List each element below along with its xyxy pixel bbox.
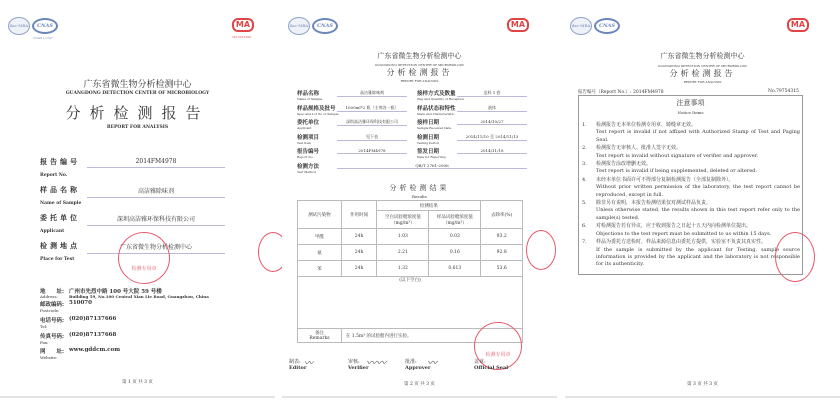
notice-cn: 除非另有说明，本报告检测结果仅对测试样品负责。	[596, 200, 712, 207]
notice-body	[596, 145, 800, 160]
notice-body	[596, 223, 800, 238]
field-value: 高洁雅除味剂	[87, 186, 225, 198]
contact-label: 地 址:	[40, 289, 65, 295]
notice-item	[582, 223, 800, 238]
contact-label: 传真号码:	[40, 334, 65, 340]
cnas-logo: CNAS	[32, 18, 58, 34]
field-label: 样品状态和特性	[417, 105, 456, 112]
contact-label: 邮政编码:	[40, 302, 65, 308]
cnas-code: CNAS L1747	[33, 36, 53, 40]
table-cell: 2.21	[377, 245, 429, 261]
approver-sign: 批准: Approver	[405, 359, 431, 371]
table-cell: 0.613	[429, 261, 481, 277]
field-label-en: Spec and Lot No of Sample	[297, 111, 339, 116]
center-name-cn: 广东省微生物分析检测中心	[377, 52, 462, 60]
ma-logo: MA	[507, 18, 529, 32]
field-label: 检测项目	[297, 134, 320, 141]
remarks-label	[298, 329, 342, 343]
field-label-en: Test Method	[297, 169, 316, 174]
table-cell: 甲醛	[298, 229, 342, 245]
contact-label-en: Fax:	[40, 340, 49, 345]
remarks-label-cn: 备注	[314, 331, 324, 336]
ilac-logo: ilac-MRA	[570, 17, 592, 35]
field-label: 检测地点	[40, 241, 80, 250]
contact-value: www.gddcm.com	[69, 347, 121, 353]
header-sample: 样品试验舱浓度值（mg/m³）	[429, 211, 481, 229]
ma-logo: MA	[232, 18, 254, 32]
table-row	[298, 245, 523, 261]
report-title: 分析检测报告	[65, 104, 210, 122]
table-cell: 1.03	[377, 229, 429, 245]
paging-seal	[775, 232, 815, 282]
report-page-2	[282, 0, 557, 398]
field-label-en: Way and Quantity of Reception	[417, 97, 465, 101]
table-cell: 53.6	[481, 261, 523, 277]
field-label-en: Name of Sample	[297, 97, 323, 101]
table-cell: 1.32	[377, 261, 429, 277]
field-value: 见下表	[337, 134, 407, 141]
report-title-en: REPORT FOR ANALYSIS	[400, 79, 439, 83]
field-label-en: Place for Test	[40, 257, 75, 262]
field-label: 委托单位	[297, 120, 320, 126]
results-table	[297, 200, 523, 343]
verifier-sign: 审核: Verifier	[348, 359, 369, 371]
contact-label-en: Address:	[40, 294, 58, 299]
contact-value: (020)87137666	[69, 316, 117, 322]
editor-sign: 制表: Editor	[289, 359, 307, 371]
field-label: 接样日期	[417, 120, 440, 126]
page-footer: 第 3 页 共 3 页	[687, 382, 718, 387]
contact-value: (020)87137668	[69, 332, 117, 338]
page-footer: 第 2 页 共 3 页	[404, 382, 435, 387]
table-cell: 92.8	[481, 245, 523, 261]
table-row	[298, 261, 523, 277]
notice-body	[596, 122, 800, 144]
table-cell: 0.03	[429, 229, 481, 245]
ilac-logo: ilac-MRA	[8, 17, 30, 35]
header-rate: 去除率(%)	[481, 201, 523, 229]
notice-number: 5.	[582, 200, 587, 207]
contact-value-en: Building 59, No.100 Central Xian Lie Road, Guangzhou, China	[69, 294, 209, 299]
field-value: QB/T 2761-2006	[337, 163, 527, 169]
field-label-en: Test Item	[297, 140, 312, 145]
contact-label-en: Tel:	[40, 324, 48, 329]
contact-value: 510070	[69, 300, 92, 306]
field-value: 2014/11/18	[457, 148, 527, 154]
field-value: 深圳高洁雅环保科技有限公司	[337, 119, 407, 126]
contact-label: 网 址:	[40, 349, 65, 355]
header-results: 检测结果	[377, 201, 481, 211]
cnas-logo: CNAS	[312, 18, 338, 34]
contact-value: 广州市先烈中路 100 号大院 59 号楼	[69, 289, 162, 295]
contact-label-en: Postcode:	[40, 308, 60, 313]
notice-body	[596, 161, 800, 176]
table-cell: 0.16	[429, 245, 481, 261]
report-title: 分析检测报告	[669, 69, 736, 78]
notice-body	[596, 200, 800, 222]
field-value: 高洁雅除味剂	[337, 90, 407, 97]
notice-en: Test report is invalid if not affixed with Authorized Stamp of Test and Paging Seal.	[596, 129, 800, 143]
report-title: 分析检测报告	[386, 68, 453, 77]
official-seal: 检测专用章	[474, 322, 522, 370]
notice-body	[596, 239, 800, 269]
notice-cn: 样品为委托方送检时，样品来源信息由委托方提供，实验室不负责其真实性。	[596, 239, 767, 246]
report-number: 报告编号（Report No.）: 2014FM4978	[578, 90, 664, 95]
notice-body	[596, 177, 800, 199]
field-value: 1000ml*2 瓶（主剂各一瓶）	[337, 105, 407, 112]
page-footer: 第 1 页 共 3 页	[122, 380, 153, 385]
verifier-signature: 〰〰	[366, 358, 386, 369]
serial-number: No.79754315	[768, 89, 799, 94]
notice-item	[582, 177, 800, 199]
notice-en: Without prior written permission of the laboratory, the test report cannot be reproduced, except in full.	[596, 184, 800, 198]
ma-code: 2013191300	[232, 35, 252, 39]
notice-number: 6.	[582, 223, 587, 230]
header-blank: 空白试验舱浓度值（mg/m³）	[377, 211, 429, 229]
table-cell: 24h	[341, 229, 376, 245]
field-label: 接样方式及数量	[417, 91, 456, 97]
notice-cn: 未经本单位书面许可不得部分复制检测报告（全部复制除外）。	[596, 176, 734, 183]
notice-item	[582, 200, 800, 222]
end-note: (以下空白)	[298, 277, 523, 329]
remarks-label-en: Remarks	[309, 336, 330, 341]
header-pollutant: 测试污染物	[298, 201, 342, 229]
center-name-cn: 广东省微生物分析检测中心	[83, 80, 192, 90]
notice-item	[582, 122, 800, 144]
field-label-en: Sample Received Date	[417, 126, 452, 130]
notice-en: Unless otherwise stated, the results shown in this test report refer only to the sample(s) tested.	[596, 207, 800, 221]
field-label-en: Name of Sample	[40, 201, 82, 206]
notice-item	[582, 239, 800, 269]
field-value: 送样 1 套	[457, 90, 527, 97]
table-cell: 93.2	[481, 229, 523, 245]
report-title-en: REPORT FOR ANALYSIS	[106, 125, 169, 130]
notice-en: Test report is invalid if being supplemented, deleted or altered.	[596, 168, 757, 175]
field-label: 样品名称	[40, 185, 80, 194]
field-value: 液体	[457, 105, 527, 112]
center-name-en: GUANGDONG DETECTION CENTER OF MICROBIOLOGY	[374, 63, 465, 67]
center-name-en: GUANGDONG DETECTION CENTER OF MICROBIOLOGY	[657, 64, 748, 68]
field-value: 广东省微生物分析检测中心	[87, 242, 225, 254]
field-value: 2014FM4978	[337, 148, 407, 154]
editor-signature: 〰	[304, 359, 314, 369]
notice-en: Test report is invalid without signature of verifier and approver.	[596, 152, 759, 159]
official-seal: 检测专用章	[118, 232, 170, 284]
center-name-en: GUANGDONG DETECTION CENTER OF MICROBIOLOGY	[65, 91, 210, 96]
field-value: 2014/11/10 至 2014/11/13	[457, 134, 527, 141]
field-label-en: Report No.	[40, 173, 68, 178]
table-cell: 24h	[341, 261, 376, 277]
table-cell: 24h	[341, 245, 376, 261]
notice-number: 3.	[582, 161, 587, 168]
field-label-en: Date for Reporting	[417, 155, 446, 159]
notice-cn: 检测报告无本单位检测专用章、骑缝章无效。	[596, 122, 697, 128]
field-label: 报告编号	[40, 157, 80, 166]
center-name-cn: 广东省微生物分析检测中心	[660, 52, 745, 60]
field-label: 签发日期	[417, 149, 440, 155]
notice-title-en: Notice Items	[677, 110, 704, 115]
field-label: 检测方法	[297, 163, 320, 170]
field-value: 深圳高洁雅环保科技有限公司	[87, 214, 225, 226]
table-row	[298, 229, 523, 245]
results-title: 分析检测结果	[389, 184, 450, 192]
notice-en: If the sample is submitted by the applicant for Testing, sample source information is provided by the applicant and the laboratory is not responsible for its authenticity.	[596, 246, 800, 268]
notice-en: Objections to the test report must be submitted to us within 15 days.	[596, 230, 772, 237]
field-label: 委托单位	[40, 213, 80, 222]
field-label-en: Applicant	[297, 126, 312, 130]
seal-sign: 盖章: Official Seal	[474, 359, 509, 371]
contact-label-en: Website:	[40, 355, 58, 360]
notice-cn: 检测报告涂改增删无效。	[596, 161, 652, 168]
approver-signature: 〰	[427, 358, 437, 369]
field-value: 2014FM4978	[87, 158, 225, 168]
notice-item	[582, 161, 800, 176]
remarks-text: 在 1.5m³ 的试验舱内进行实验。	[341, 329, 522, 343]
notice-cn: 检测报告无审核人、批准人签字无效。	[596, 145, 682, 152]
ma-logo: MA	[787, 18, 809, 32]
report-title-en: REPORT FOR ANALYSIS	[683, 80, 722, 84]
field-label-en: Applicant	[40, 229, 65, 234]
notice-number: 4.	[582, 176, 587, 183]
field-label: 报告编号	[297, 149, 320, 155]
field-label: 样品规格及批号	[297, 105, 336, 112]
paging-seal	[526, 230, 556, 270]
report-page-3	[565, 0, 840, 398]
report-page-1	[0, 0, 275, 398]
notice-item	[582, 145, 800, 160]
field-label-en: Testing Period	[417, 140, 439, 145]
cnas-logo: CNAS	[594, 18, 620, 34]
contact-label: 电话号码:	[40, 318, 65, 324]
notice-number: 2.	[582, 145, 587, 152]
header-time: 作用时间	[341, 201, 376, 229]
field-label: 检测日期	[417, 134, 440, 141]
notice-title: 注意事项	[676, 99, 705, 107]
notice-cn: 对检测报告若有异议，应于收到报告之日起十五天内向检测单位提出。	[596, 223, 752, 230]
table-cell: 氨	[298, 245, 342, 261]
field-value: 2014/10/27	[457, 119, 527, 125]
field-label: 样品名称	[297, 91, 320, 97]
table-cell: 苯	[298, 261, 342, 277]
ilac-logo: ilac-MRA	[288, 17, 310, 35]
results-title-en: Results	[412, 194, 427, 199]
field-label-en: Report No.	[297, 155, 314, 159]
notice-number: 1.	[582, 122, 587, 128]
field-label-en: State and Characteristic	[417, 111, 455, 116]
notice-number: 7.	[582, 239, 587, 246]
